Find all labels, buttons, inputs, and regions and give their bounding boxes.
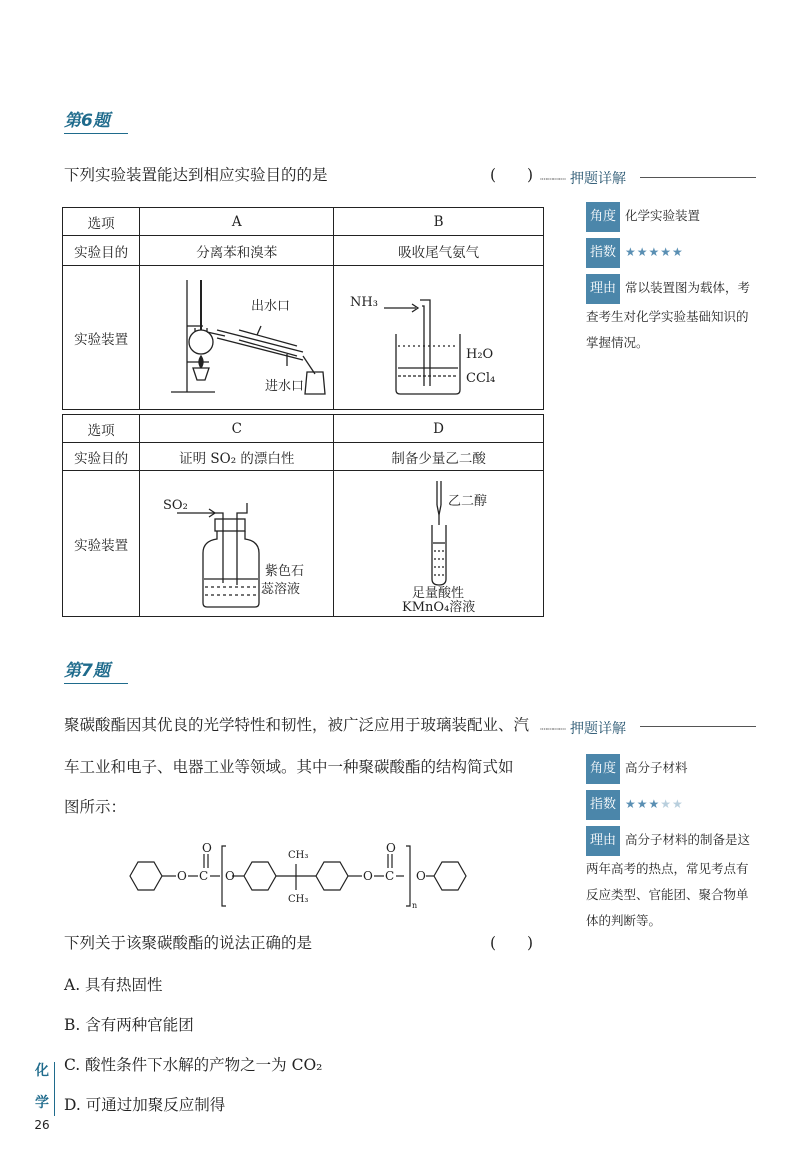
- goal-d-cell: 制备少量乙二酸: [334, 443, 544, 471]
- struct-o: O: [386, 841, 396, 855]
- apparatus-a-cell: [140, 266, 334, 410]
- benzene-ring: [244, 862, 276, 890]
- q7-line1: 聚碳酸酯因其优良的光学特性和韧性，被广泛应用于玻璃装配业、汽: [64, 716, 530, 734]
- apparatus-label-cell: 实验装置: [63, 266, 140, 410]
- struct-o: O: [363, 869, 373, 883]
- struct-n: n: [412, 901, 418, 910]
- q6-side-head: 押题详解: [570, 171, 626, 187]
- repeat-bracket-right: [406, 846, 410, 906]
- stopper: [215, 519, 245, 531]
- table-row: [63, 471, 544, 617]
- q7-reason-4: 体的判断等。: [586, 913, 662, 928]
- q6-title: 第6题: [64, 106, 128, 134]
- q6-angle-row: [586, 202, 766, 232]
- q7-option-b: B. 含有两种官能团: [64, 1016, 194, 1034]
- apparatus-label-cell-2: 实验装置: [63, 471, 140, 617]
- option-label-cell-2: 选项: [63, 415, 140, 443]
- subject-marker: [33, 1060, 51, 1136]
- goal-b-cell: 吸收尾气氨气: [334, 236, 544, 266]
- q7-reason-2: 两年高考的热点，常见考点有: [586, 861, 749, 876]
- apparatus-c-cell: [140, 471, 334, 617]
- q6-reason-1: 常以装置图为载体，考: [625, 280, 751, 295]
- outlet-label: 出水口: [250, 298, 290, 314]
- option-a-cell: A: [140, 208, 334, 236]
- q7-stars-icon: ★★★: [625, 797, 661, 811]
- q7-reason-row: [586, 826, 766, 856]
- q7-index-tag: 指数: [586, 790, 620, 820]
- struct-o: O: [202, 841, 212, 855]
- q7-option-c: C. 酸性条件下水解的产物之一为 CO₂: [64, 1056, 323, 1074]
- distillation-apparatus-diagram: [147, 270, 327, 406]
- q6-options-table: [62, 207, 544, 617]
- q7-option-d: D. 可通过加聚反应制得: [64, 1096, 226, 1114]
- q6-side-rule: [640, 177, 756, 178]
- q7-reason-1: 高分子材料的制备是这: [625, 832, 751, 847]
- q7-reason-tag: 理由: [586, 826, 620, 856]
- q6-side-panel: [586, 202, 766, 356]
- q7-side-header: [540, 718, 758, 738]
- so2-bleaching-diagram: [147, 475, 327, 613]
- water-label: H₂O: [465, 346, 493, 362]
- dotted-leader: ┈┈┈┈: [540, 722, 565, 736]
- q7-line2: 车工业和电子、电器工业等领域。其中一种聚碳酸酯的结构简式如: [64, 758, 514, 776]
- gas-inlet-tube: [420, 300, 430, 386]
- benzene-ring: [434, 862, 466, 890]
- struct-o: O: [225, 869, 235, 883]
- q7-question: 下列关于该聚碳酸酯的说法正确的是: [64, 934, 313, 952]
- table-row: [63, 208, 544, 236]
- table-row: [63, 443, 544, 471]
- ethylene-glycol-label: 乙二醇: [447, 493, 487, 509]
- receiving-flask: [305, 372, 325, 394]
- oxalic-acid-prep-diagram: [344, 475, 534, 613]
- polycarbonate-structure-diagram: [120, 838, 480, 914]
- struct-c: C: [385, 869, 395, 883]
- litmus-label-2: 蕊溶液: [260, 581, 300, 597]
- subject-char-1: 化: [35, 1063, 49, 1079]
- table-row: [63, 415, 544, 443]
- q6-stem: 下列实验装置能达到相应实验目的的是: [64, 166, 328, 184]
- option-c-cell: C: [140, 415, 334, 443]
- goal-label-cell-2: 实验目的: [63, 443, 140, 471]
- struct-o: O: [177, 869, 187, 883]
- inlet-label: 进水口: [264, 378, 304, 394]
- q6-angle-tag: 角度: [586, 202, 620, 232]
- q7-angle-row: [586, 754, 766, 784]
- apparatus-b-cell: [334, 266, 544, 410]
- q7-side-panel: [586, 754, 766, 934]
- q7-reason-3: 反应类型、官能团、聚合物单: [586, 887, 749, 902]
- q7-index-row: [586, 790, 766, 820]
- goal-label-cell: 实验目的: [63, 236, 140, 266]
- benzene-ring: [130, 862, 162, 890]
- q6-reason-tag: 理由: [586, 274, 620, 304]
- kmno4-label-2: KMnO₄溶液: [401, 599, 475, 613]
- kmno4-label-1: 足量酸性: [411, 585, 464, 601]
- struct-ch3: CH₃: [288, 894, 309, 905]
- q7-side-head: 押题详解: [570, 721, 626, 737]
- q7-option-a: A. 具有热固性: [64, 976, 163, 994]
- distilling-flask: [189, 330, 213, 354]
- q6-index-tag: 指数: [586, 238, 620, 268]
- subject-char-2: 学: [35, 1095, 49, 1111]
- dotted-leader: ┈┈┈┈: [540, 172, 565, 186]
- apparatus-d-cell: [334, 471, 544, 617]
- option-d-cell: D: [334, 415, 544, 443]
- test-tube: [432, 525, 446, 585]
- option-b-cell: B: [334, 208, 544, 236]
- alcohol-lamp: [193, 368, 209, 380]
- ammonia-absorption-diagram: [344, 270, 534, 406]
- q7-answer-paren: ( ): [490, 934, 534, 952]
- beaker: [396, 334, 460, 394]
- q6-stars-icon: ★★★★★: [625, 245, 684, 259]
- goal-a-cell: 分离苯和溴苯: [140, 236, 334, 266]
- page-number: 26: [34, 1118, 50, 1132]
- q7-stars-empty-icon: ★★: [660, 797, 684, 811]
- q6-angle: 化学实验装置: [625, 208, 701, 223]
- q6-reason-row: [586, 274, 766, 304]
- struct-c: C: [199, 869, 209, 883]
- q6-index-row: [586, 238, 766, 268]
- q7-line3: 图所示：: [64, 798, 127, 816]
- struct-ch3: CH₃: [288, 850, 309, 861]
- goal-c-cell: 证明 SO₂ 的漂白性: [140, 443, 334, 471]
- q7-title: 第7题: [64, 656, 128, 684]
- litmus-label-1: 紫色石: [264, 563, 304, 579]
- q6-side-header: [540, 168, 758, 188]
- q7-angle-tag: 角度: [586, 754, 620, 784]
- nh3-label: NH₃: [349, 294, 378, 310]
- q6-reason-3: 掌握情况。: [586, 335, 649, 350]
- q7-angle: 高分子材料: [625, 760, 688, 775]
- table-row: [63, 236, 544, 266]
- option-label-cell: 选项: [63, 208, 140, 236]
- q6-answer-paren: ( ): [490, 166, 534, 184]
- q7-side-rule: [640, 726, 756, 727]
- subject-divider: [54, 1062, 55, 1116]
- ccl4-label: CCl₄: [465, 370, 495, 386]
- benzene-ring: [316, 862, 348, 890]
- table-row: [63, 266, 544, 410]
- so2-label: SO₂: [162, 497, 188, 513]
- struct-o: O: [416, 869, 426, 883]
- q6-reason-2: 查考生对化学实验基础知识的: [586, 309, 749, 324]
